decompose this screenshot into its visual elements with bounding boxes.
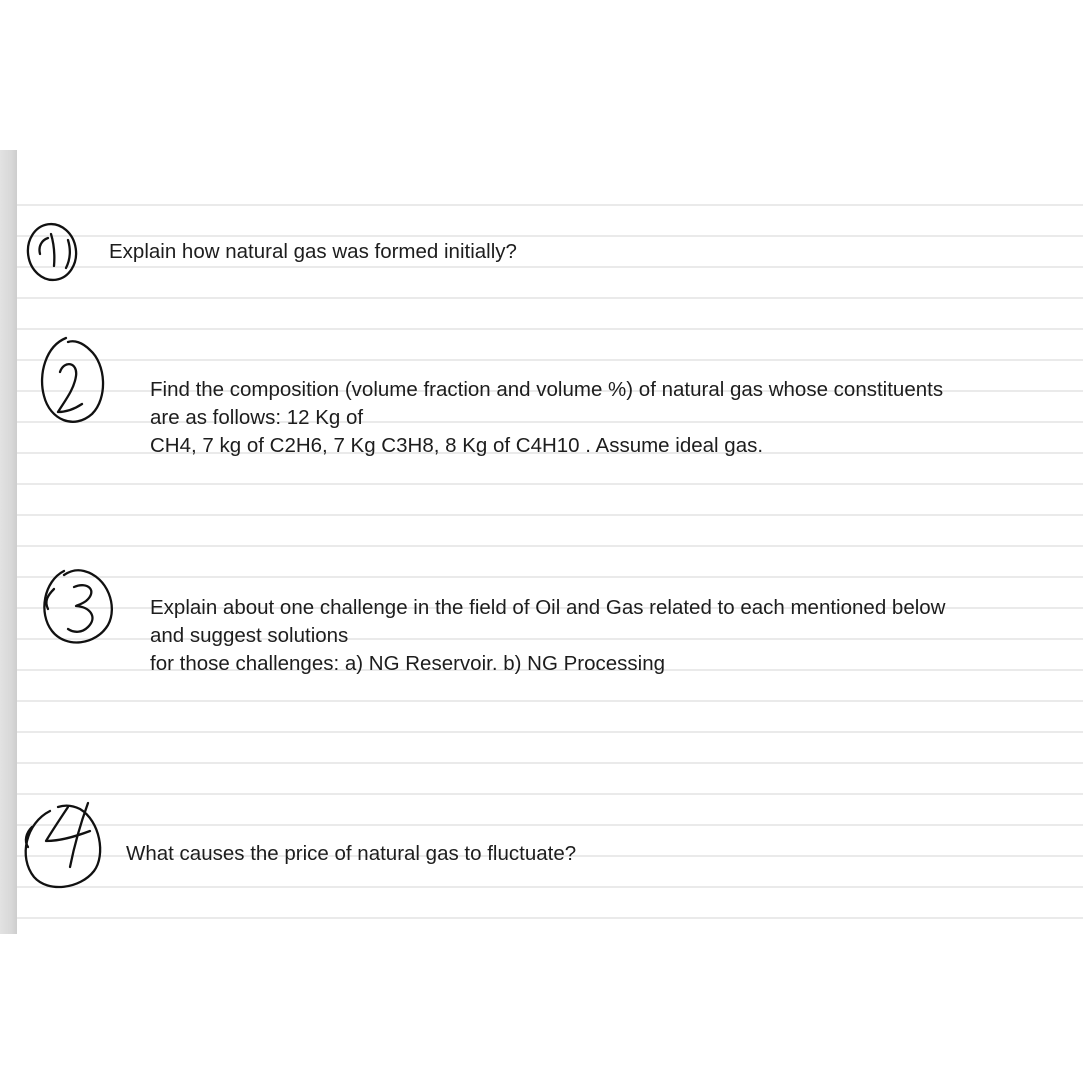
question-2-line-1: Find the composition (volume fraction and volume %) of natural gas whose constituents: [150, 378, 944, 401]
question-1-line-1: Explain how natural gas was formed initially?: [109, 240, 517, 263]
question-1: [109, 238, 517, 266]
question-3-line-3: for those challenges: a) NG Reservoir. b) NG Processing: [150, 652, 665, 675]
handwritten-number-4-marker: [16, 795, 108, 895]
question-3: [150, 594, 945, 678]
ruled-notebook-page: [17, 150, 1083, 934]
ruled-lines: [17, 150, 1083, 934]
question-4: [126, 840, 576, 868]
question-3-line-2: and suggest solutions: [150, 624, 349, 647]
handwritten-number-2-marker: [34, 334, 110, 434]
handwritten-number-1-marker: [24, 220, 86, 286]
question-2: [150, 376, 943, 460]
question-4-line-1: What causes the price of natural gas to fluctuate?: [126, 842, 577, 865]
question-3-line-1: Explain about one challenge in the field of Oil and Gas related to each mentioned below: [150, 596, 946, 619]
question-2-line-3: CH4, 7 kg of C2H6, 7 Kg C3H8, 8 Kg of C4H10 . Assume ideal gas.: [150, 434, 764, 457]
handwritten-number-3-marker: [34, 565, 118, 649]
question-2-line-2: are as follows: 12 Kg of: [150, 406, 364, 429]
